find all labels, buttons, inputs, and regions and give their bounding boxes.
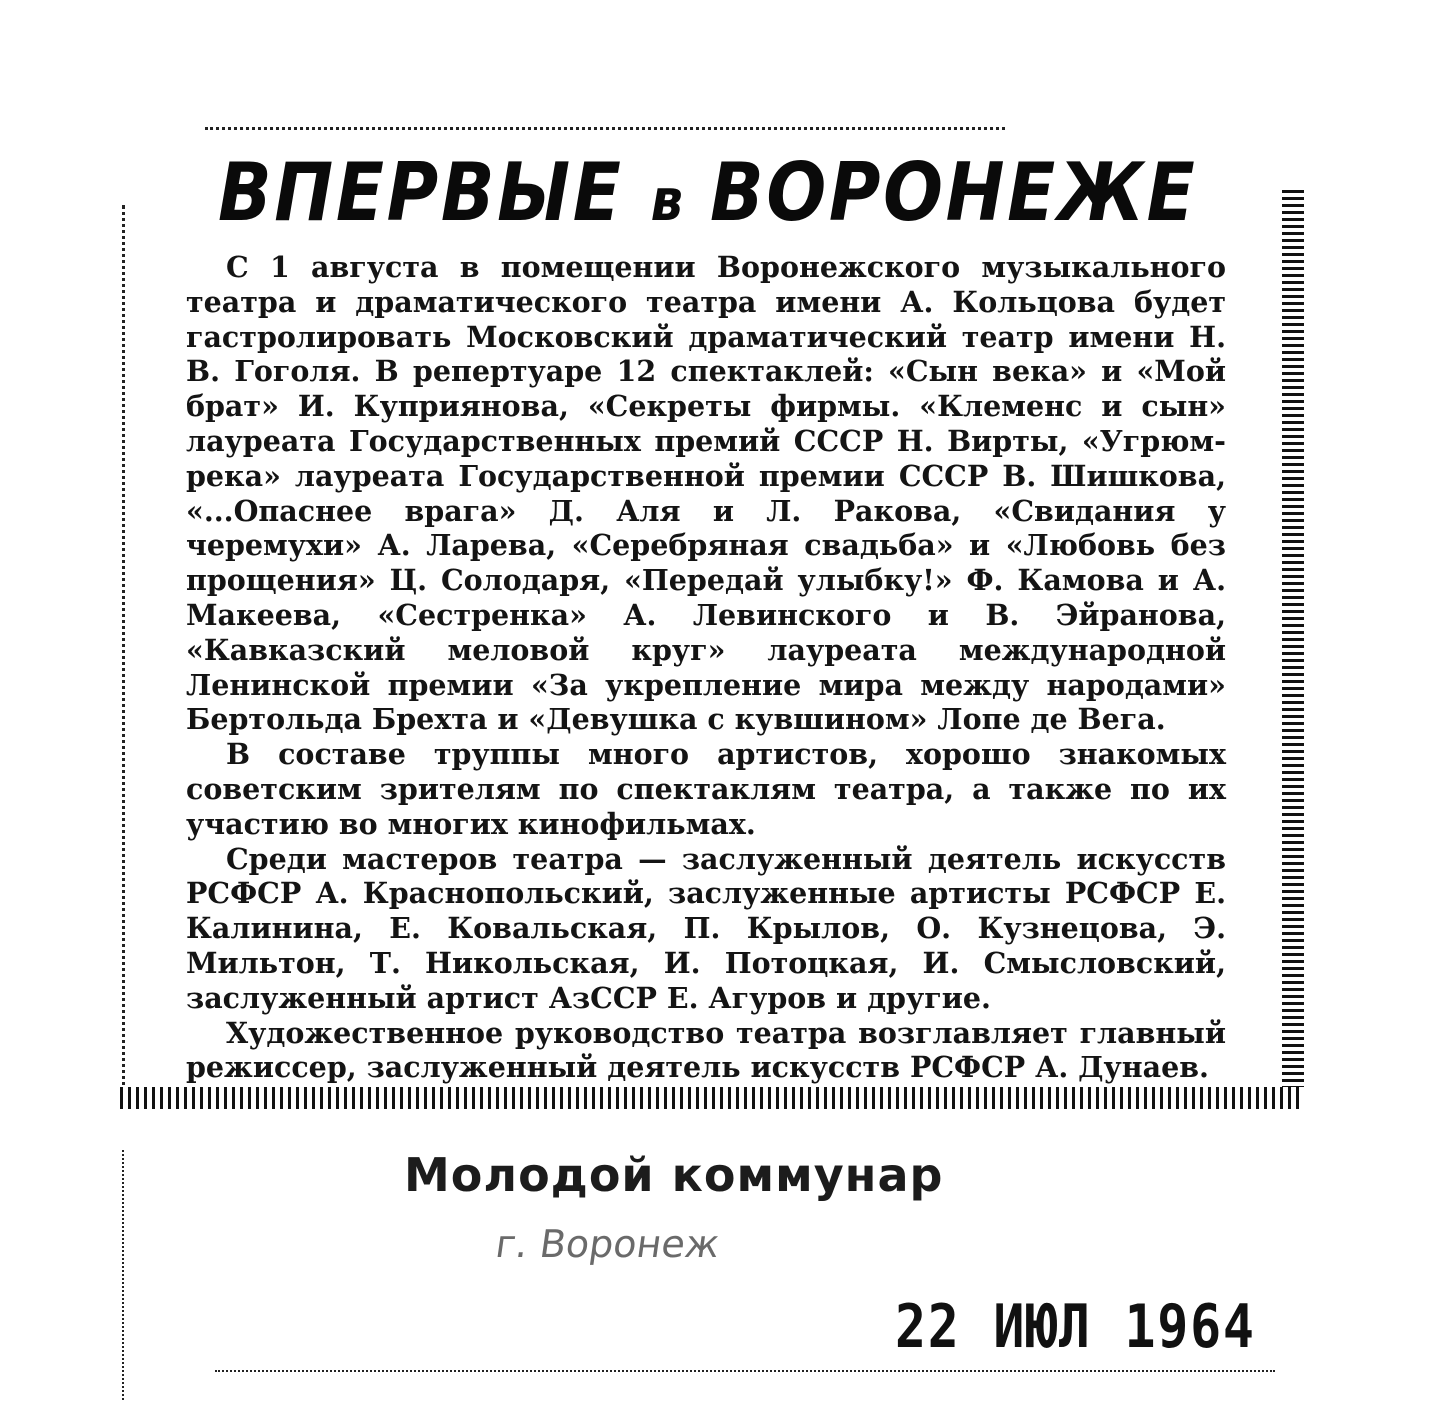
city-stamp: г. Воронеж — [492, 1222, 723, 1266]
article-paragraph-1: С 1 августа в помещении Воронежского музыкального театра и драматического театра имени А. Кольцова будет гастролировать Московский драматический театр имени Н. В. Гоголя. В репертуаре 12 спектаклей: «Сын века» и «Мой брат» И. Куприянова, «Секреты фирмы. «Клеменс и сын» лауреата Государственных премий СССР Н. Вирты, «Угрюм-река» лауреата Государственной премии СССР В. Шишкова, «...Опаснее врага» Д. Аля и Л. Ракова, «Свидания у черемухи» А. Ларева, «Серебряная свадьба» и «Любовь без прощения» Ц. Солодаря, «Передай улыбку!» Ф. Камова и А. Макеева, «Сестренка» А. Левинского и В. Эйранова, «Кавказский меловой круг» лауреата международной Ленинской премии «За укрепление мира между народами» Бертольда Брехта и «Девушка с кувшином» Лопе де Вега. — [186, 250, 1226, 737]
article-paragraph-4: Художественное руководство театра возглавляет главный режиссер, заслуженный деятель искусств РСФСР А. Дунаев. — [186, 1015, 1226, 1085]
date-stamp: 22 ИЮЛ 1964 — [895, 1292, 1256, 1362]
top-dotted-border — [205, 127, 1005, 130]
headline-part-1: ВПЕРВЫЕ — [218, 146, 624, 239]
bottom-dotted-border — [215, 1370, 1275, 1372]
article-headline — [218, 146, 1198, 239]
clipping-bottom-edge-hatch — [120, 1087, 1304, 1109]
headline-part-3: ВОРОНЕЖЕ — [710, 146, 1198, 239]
article-paragraph-3: Среди мастеров театра — заслуженный деятель искусств РСФСР А. Краснопольский, заслуженные артисты РСФСР Е. Калинина, Е. Ковальская, П. Крылов, О. Кузнецова, Э. Мильтон, Т. Никольская, И. Потоцкая, И. Смысловский, заслуженный артист АзССР Е. Агуров и другие. — [186, 841, 1226, 1015]
article-body — [186, 250, 1226, 1085]
article-paragraph-2: В составе труппы много артистов, хорошо знакомых советским зрителям по спектаклям театра, а также по их участию во многих кинофильмах. — [186, 737, 1226, 841]
headline-part-2: в — [650, 166, 683, 234]
clipping-right-edge-hatch — [1282, 190, 1304, 1108]
newspaper-name-stamp: Молодой коммунар — [404, 1148, 944, 1202]
left-lower-dotted-border — [122, 1150, 124, 1400]
